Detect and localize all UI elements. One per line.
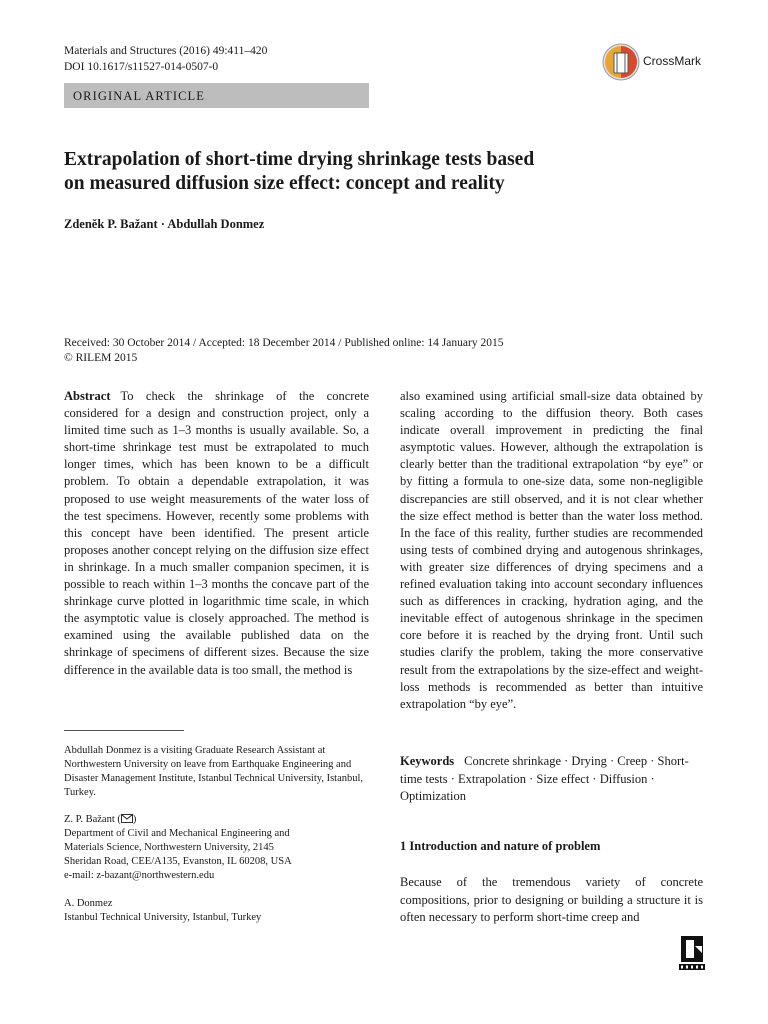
keywords-text: Concrete shrinkage · Drying · Creep · Short-time tests · Extrapolation · Size effect · Diffusion · Optimization <box>400 754 689 803</box>
journal-citation: Materials and Structures (2016) 49:411–420 <box>64 45 268 57</box>
publication-dates <box>64 336 503 366</box>
author-2-name: A. Donmez <box>64 898 113 909</box>
abstract-right-column <box>400 388 703 713</box>
doi[interactable]: DOI 10.1617/s11527-014-0507-0 <box>64 61 219 73</box>
author-1-name: Z. P. Bažant ( ) <box>64 814 137 825</box>
copyright: © RILEM 2015 <box>64 352 138 364</box>
authors: Zdeněk P. Bažant · Abdullah Donmez <box>64 217 265 231</box>
crossmark-badge[interactable] <box>601 40 711 84</box>
author-1-email[interactable]: e-mail: z-bazant@northwestern.edu <box>64 870 215 881</box>
author-1-affiliation: Department of Civil and Mechanical Engineering and <box>64 828 290 839</box>
author-1-address: Sheridan Road, CEE/A135, Evanston, IL 60208, USA <box>64 856 292 867</box>
title-line-1: Extrapolation of short-time drying shrinkage tests based <box>64 149 535 170</box>
article-title <box>64 148 684 196</box>
abstract-label: Abstract <box>64 389 111 403</box>
keywords <box>400 753 703 806</box>
crossmark-icon <box>601 40 641 84</box>
keywords-label: Keywords <box>400 754 455 768</box>
rilem-logo <box>678 934 706 972</box>
author-2-affiliation: Istanbul Technical University, Istanbul, Turkey <box>64 912 262 923</box>
section-text: Because of the tremendous variety of concrete compositions, prior to designing or building a structure it is often necessary to perform short-time creep and <box>400 875 703 924</box>
footnote-divider <box>64 730 184 731</box>
crossmark-label: CrossMark <box>643 54 702 68</box>
abstract-text-left: To check the shrinkage of the concrete considered for a design and construction project, only a limited time such as 1–3 months is usually available. So, a short-time shrinkage test must be extrapolated to much longer times, which has been known to be a difficult problem. To obtain a dependable extrapolation, it was proposed to use weight measurements of the water loss of the test specimens. However, recently some problems with this concept have been identified. The present article proposes another concept relying on the diffusion size effect in shrinkage. In a much smaller companion specimen, it is possible to reach within 1–3 months the concave part of the shrinkage curve plotted in logarithmic time scale, in which the asymptotic value is closely approached. The method is examined using the available published data on the shrinkage of specimens of different sizes. Because the size difference in the available data is too small, the method is <box>64 389 369 677</box>
footnote-author-2 <box>64 897 369 925</box>
section-heading: 1 Introduction and nature of problem <box>400 839 601 853</box>
title-line-2: on measured diffusion size effect: concept and reality <box>64 173 505 194</box>
footnote-visitor: Abdullah Donmez is a visiting Graduate Research Assistant at Northwestern University on leave from Earthquake Engineering and Disaster Management Institute, Istanbul Technical University, Istanbul, Turkey. <box>64 745 364 798</box>
rilem-icon <box>678 934 706 972</box>
footnote-author-1 <box>64 813 369 883</box>
envelope-icon[interactable] <box>121 814 133 823</box>
abstract-left-column <box>64 388 369 679</box>
dates-line: Received: 30 October 2014 / Accepted: 18 December 2014 / Published online: 14 January 2015 <box>64 337 504 349</box>
author-1-affiliation: Materials Science, Northwestern University, 2145 <box>64 842 274 853</box>
article-type-banner: ORIGINAL ARTICLE <box>64 83 369 108</box>
abstract-text-right: also examined using artificial small-size data obtained by scaling according to the diffusion theory. Both cases indicate overall improvement in predicting the final asymptotic values. However, although the extrapolation is clearly better than the traditional extrapolation “by eye” or by fitting a formula to one-size data, some non-negligible discrepancies are still observed, and it is not clear whether the size effect method is better than the water loss method. In the face of this reality, further studies are recommended using tests of combined drying and autogenous shrinkages, with greater size differences of drying specimens and a refined evaluation taking into account secondary influences such as differences in cracking, hydration aging, and the inevitable effect of autogenous shrinkage in the specimen core before it is reached by the drying front. Until such studies clarify the problem, taking the more conservative result from the extrapolations by the size-effect and weight-loss methods is recommended as better than intuitive extrapolation “by eye”. <box>400 389 703 711</box>
